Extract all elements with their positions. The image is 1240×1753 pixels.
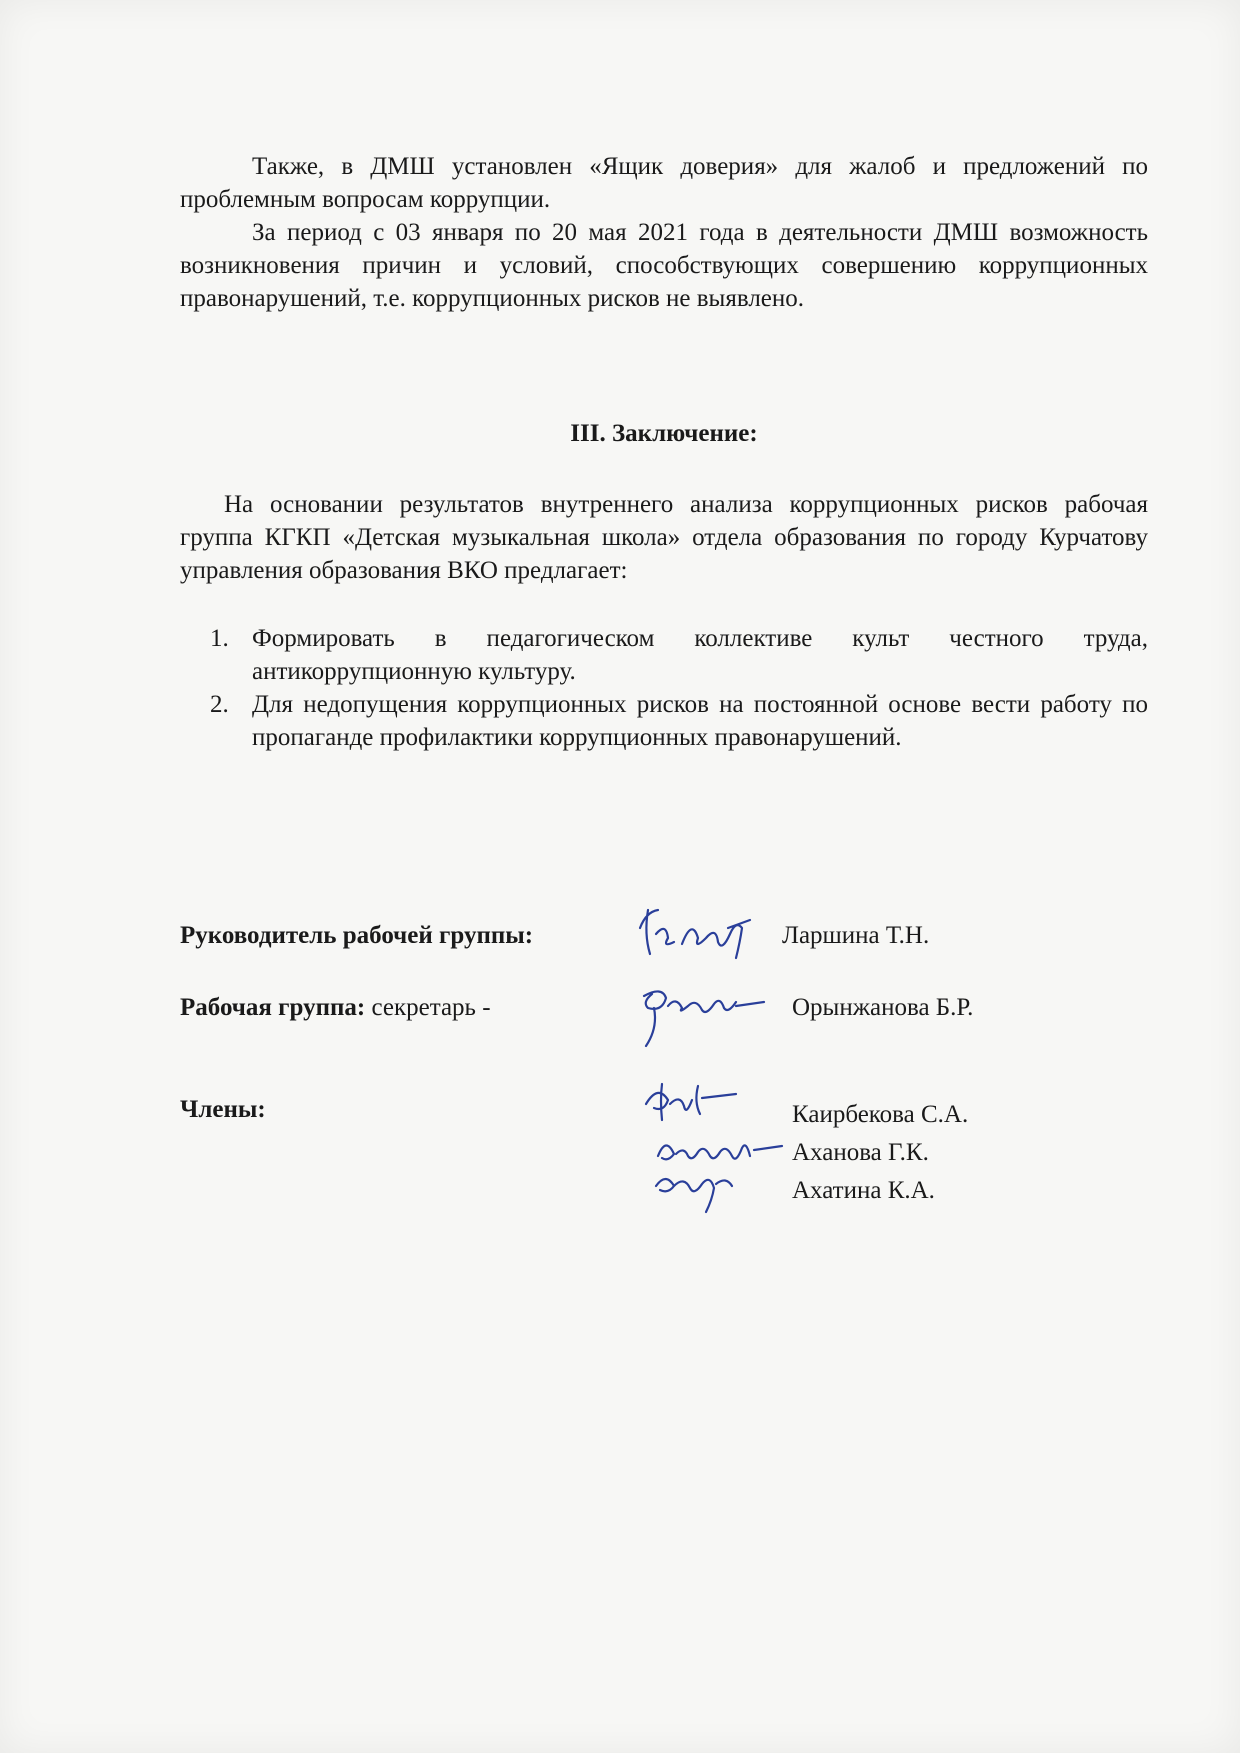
member-name: Аханова Г.К. [792,1139,929,1166]
paragraph-trust-box: Также, в ДМШ установлен «Ящик доверия» для жалоб и предложений по проблемным вопросам коррупции. [180,153,1148,213]
list-item-number: 1. [210,625,229,652]
members-names [792,1096,968,1210]
member-name: Каирбекова С.А. [792,1101,969,1128]
member-signature-1-icon [640,1070,740,1130]
group-label: Рабочая группа: секретарь - [180,994,491,1021]
head-signature-icon [632,898,762,968]
list-item [180,622,1148,688]
member-signature-3-icon [650,1160,760,1220]
head-name: Ларшина Т.Н. [782,922,930,949]
secretary-name: Орынжанова Б.Р. [792,994,974,1021]
head-label: Руководитель рабочей группы: [180,922,534,949]
recommendations-list [180,622,1148,754]
list-item-text: Для недопущения коррупционных рисков на постоянной основе вести работу по пропаганде профилактики коррупционных правонарушений. [252,691,1148,751]
body-paragraphs [180,150,1148,315]
list-item-text: Формировать в педагогическом коллективе культ честного труда, антикоррупционную культуру. [252,625,1148,685]
paragraph-period-findings: За период с 03 января по 20 мая 2021 года в деятельности ДМШ возможность возникновения причин и условий, способствующих совершению коррупционных правонарушений, т.е. коррупционных рисков не выявлено. [180,219,1148,312]
section-heading: III. Заключение: [570,420,758,447]
list-item-number: 2. [210,691,229,718]
list-item [180,688,1148,754]
secretary-signature-icon [632,968,772,1058]
member-name: Ахатина К.А. [792,1177,935,1204]
conclusion-intro: На основании результатов внутреннего анализа коррупционных рисков рабочая группа КГКП «Детская музыкальная школа» отдела образования по городу Курчатову управления образования ВКО предлагает: [180,491,1148,584]
members-label: Члены: [180,1096,266,1123]
